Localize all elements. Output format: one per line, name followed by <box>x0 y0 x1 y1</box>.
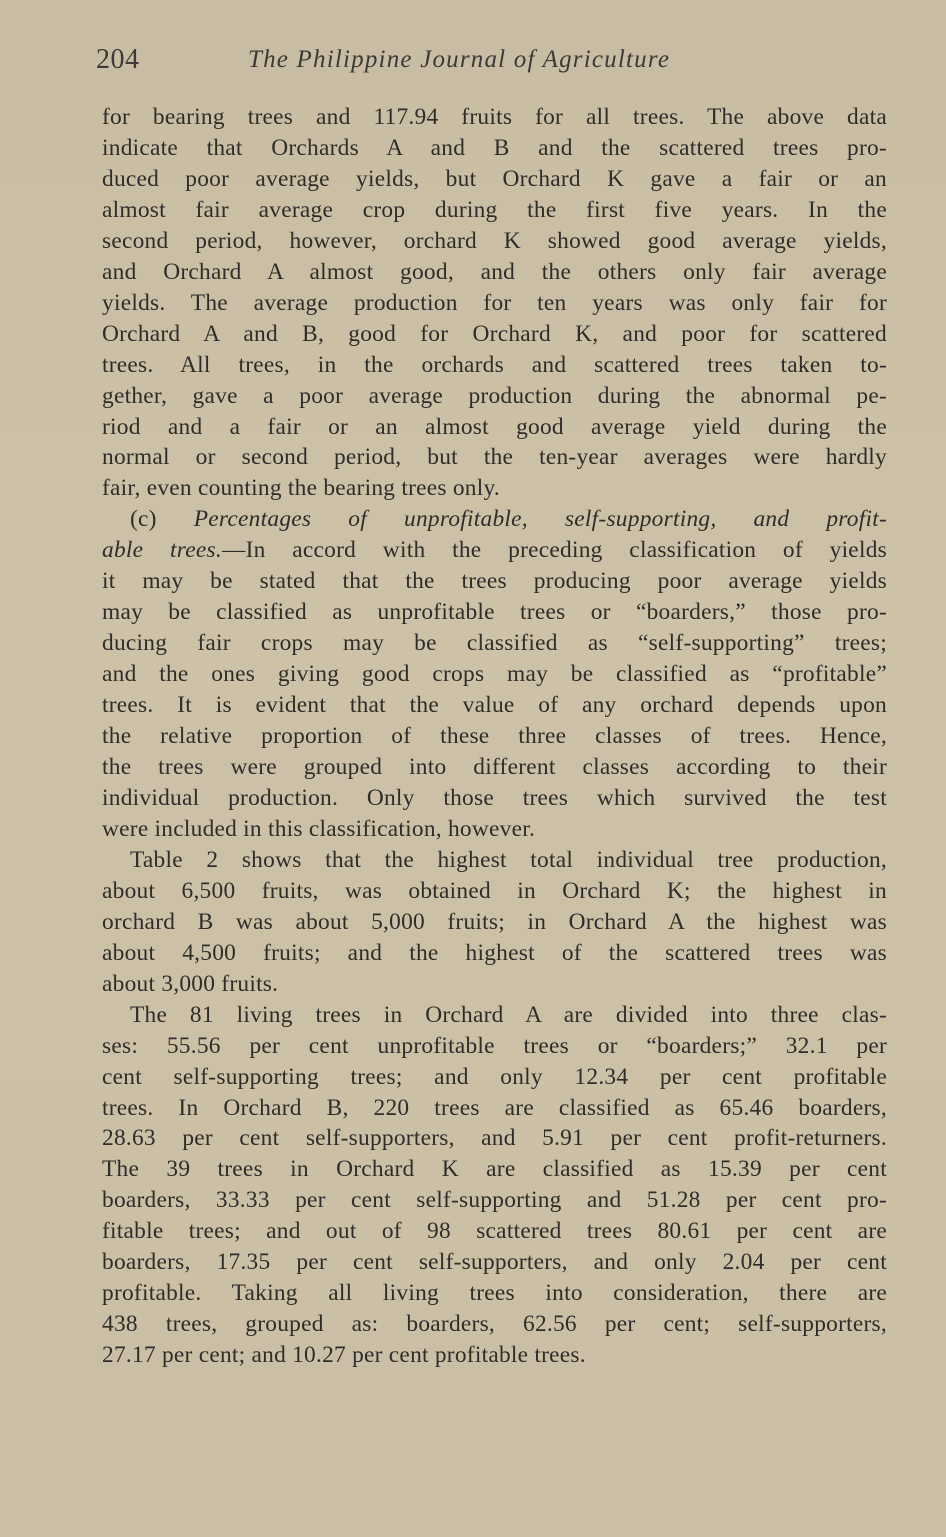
section-heading: Percentages of unprofitable, self-supporting, and profit- <box>193 506 887 533</box>
paragraph-4 <box>102 1000 887 1371</box>
text-line: yields. The average production for ten years was only fair for <box>102 289 887 316</box>
text-line: about 3,000 fruits. <box>102 970 279 997</box>
text-line: Table 2 shows that the highest total individual tree production, <box>130 846 887 873</box>
section-heading-line <box>102 535 887 566</box>
text-line: and Orchard A almost good, and the others only fair average <box>102 258 887 285</box>
text-line: trees. It is evident that the value of any orchard depends upon <box>102 692 887 719</box>
text-line: individual production. Only those trees which survived the test <box>102 784 887 811</box>
running-title: The Philippine Journal of Agriculture <box>248 46 671 73</box>
text-line: gether, gave a poor average production during the abnormal pe- <box>102 382 887 409</box>
text-line: indicate that Orchards A and B and the scattered trees pro- <box>102 134 887 161</box>
text-line: Orchard A and B, good for Orchard K, and poor for scattered <box>102 320 887 347</box>
text-line: normal or second period, but the ten-year averages were hardly <box>102 444 887 471</box>
paragraph-section-c <box>102 504 887 844</box>
section-heading-continued: able trees. <box>102 537 222 564</box>
text-line: boarders, 17.35 per cent self-supporters, and only 2.04 per cent <box>102 1249 887 1276</box>
text-line: orchard B was about 5,000 fruits; in Orchard A the highest was <box>102 908 887 935</box>
text-line: 27.17 per cent; and 10.27 per cent profitable trees. <box>102 1342 586 1369</box>
page-header <box>96 44 856 84</box>
text-line: ses: 55.56 per cent unprofitable trees or “boarders;” 32.1 per <box>102 1032 887 1059</box>
text-line: about 6,500 fruits, was obtained in Orchard K; the highest in <box>102 877 887 904</box>
text-line: duced poor average yields, but Orchard K gave a fair or an <box>102 165 887 192</box>
text-line: the trees were grouped into different classes according to their <box>102 754 887 781</box>
text-line: fitable trees; and out of 98 scattered trees 80.61 per cent are <box>102 1218 887 1245</box>
section-marker: (c) <box>130 506 157 533</box>
page-number: 204 <box>96 44 140 75</box>
text-line: about 4,500 fruits; and the highest of the scattered trees was <box>102 939 887 966</box>
text-line: 28.63 per cent self-supporters, and 5.91 per cent profit-returners. <box>102 1125 887 1152</box>
text-line: trees. All trees, in the orchards and scattered trees taken to- <box>102 351 887 378</box>
body-text <box>102 102 887 1371</box>
text-line: may be classified as unprofitable trees or “boarders,” those pro- <box>102 599 887 626</box>
text-line: were included in this classification, however. <box>102 815 536 842</box>
text-line: fair, even counting the bearing trees only. <box>102 475 500 502</box>
text-line: second period, however, orchard K showed good average yields, <box>102 227 887 254</box>
text-line: and the ones giving good crops may be classified as “profitable” <box>102 661 887 688</box>
text-line: almost fair average crop during the first five years. In the <box>102 196 887 223</box>
text-line: the relative proportion of these three classes of trees. Hence, <box>102 723 887 750</box>
text-line: for bearing trees and 117.94 fruits for all trees. The above data <box>102 104 887 130</box>
section-heading-line <box>102 504 887 535</box>
text-line: The 81 living trees in Orchard A are divided into three clas- <box>130 1001 887 1028</box>
paragraph-1 <box>102 102 887 504</box>
text-line: boarders, 33.33 per cent self-supporting and 51.28 per cent pro- <box>102 1187 887 1214</box>
paragraph-3 <box>102 845 887 1000</box>
text-line: The 39 trees in Orchard K are classified as 15.39 per cent <box>102 1156 887 1183</box>
text-line: cent self-supporting trees; and only 12.34 per cent profitable <box>102 1063 887 1090</box>
text-line: 438 trees, grouped as: boarders, 62.56 per cent; self-supporters, <box>102 1311 887 1338</box>
text-line: ducing fair crops may be classified as “self-supporting” trees; <box>102 630 887 657</box>
text-line: profitable. Taking all living trees into consideration, there are <box>102 1280 887 1307</box>
text-line: it may be stated that the trees producing poor average yields <box>102 568 887 595</box>
text-line: trees. In Orchard B, 220 trees are classified as 65.46 boarders, <box>102 1094 887 1121</box>
text-run: —In accord with the preceding classification of yields <box>221 537 887 564</box>
text-line: riod and a fair or an almost good average yield during the <box>102 413 887 440</box>
